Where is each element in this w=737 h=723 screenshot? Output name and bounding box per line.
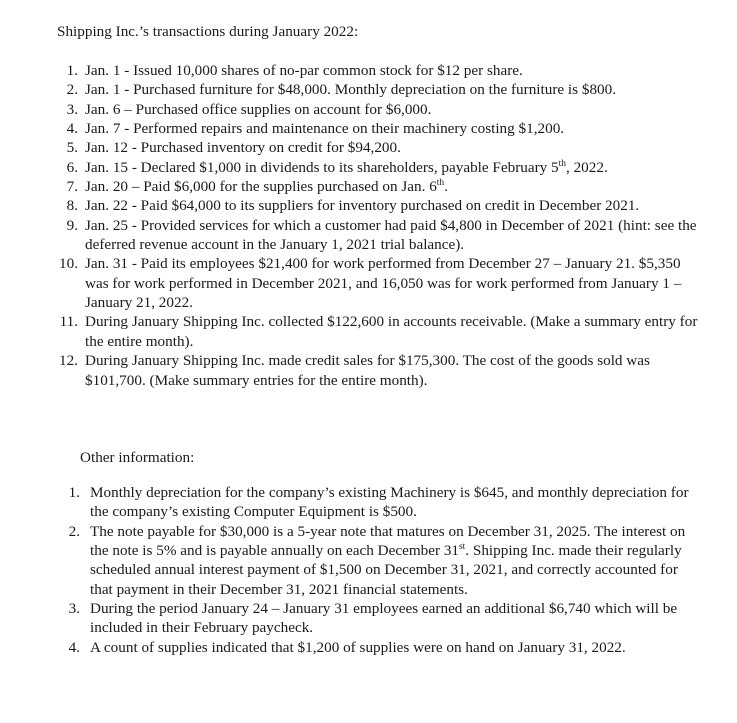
transactions-heading: Shipping Inc.’s transactions during January 2022: bbox=[57, 23, 359, 40]
text-segment: Jan. 22 - Paid $64,000 to its suppliers for inventory purchased on credit in December 2021. bbox=[85, 197, 640, 215]
transaction-item-number: 1. bbox=[66, 62, 78, 79]
text-segment: Jan. 1 - Issued 10,000 shares of no-par common stock for $12 per share. bbox=[85, 62, 523, 79]
text-segment: During January Shipping Inc. made credit sales for $175,300. The cost of the goods sold was $101,700. (Make summary entries for the entire month). bbox=[85, 352, 650, 389]
transaction-item-text bbox=[85, 312, 699, 351]
other-info-item-number: 4. bbox=[68, 638, 80, 656]
transaction-item-text bbox=[85, 61, 699, 80]
text-segment: A count of supplies indicated that $1,200 of supplies were on hand on January 31, 2022. bbox=[90, 638, 626, 656]
text-segment: , 2022. bbox=[565, 158, 608, 176]
transaction-item-number: 2. bbox=[66, 81, 78, 99]
transactions-list bbox=[0, 61, 737, 390]
transaction-item-number: 9. bbox=[66, 216, 78, 234]
transaction-item-text bbox=[85, 254, 699, 312]
list-item bbox=[0, 351, 737, 390]
list-item bbox=[0, 254, 737, 312]
text-segment: Jan. 6 – Purchased office supplies on account for $6,000. bbox=[85, 100, 432, 118]
text-segment: Jan. 25 - Provided services for which a customer had paid $4,800 in December of 2021 (hint: see the deferred revenue account in the January 1, 2021 trial balance). bbox=[85, 216, 697, 254]
list-item bbox=[0, 100, 737, 119]
transaction-item-number: 8. bbox=[66, 197, 78, 215]
list-item bbox=[0, 158, 737, 177]
transaction-item-number: 11. bbox=[59, 313, 78, 331]
text-segment: Jan. 15 - Declared $1,000 in dividends to its shareholders, payable February 5 bbox=[85, 158, 559, 176]
text-segment: Jan. 1 - Purchased furniture for $48,000. Monthly depreciation on the furniture is $800. bbox=[85, 81, 617, 99]
list-item bbox=[0, 312, 737, 351]
text-segment: Jan. 31 - Paid its employees $21,400 for work performed from December 27 – January 21. $5,350 was for work performed in December 2021, and 16,050 was for work performed from January 1 – January 21, 2022. bbox=[85, 255, 682, 312]
other-information-heading: Other information: bbox=[80, 449, 195, 466]
transaction-item-number: 10. bbox=[59, 255, 78, 273]
text-segment: . bbox=[444, 178, 448, 196]
text-segment: Jan. 20 – Paid $6,000 for the supplies purchased on Jan. 6 bbox=[85, 178, 437, 196]
text-segment: The note payable for $30,000 is a 5-year note that matures on December 31, 2025. The interest on the note is 5% and is payable annually on each December 31 bbox=[90, 522, 686, 560]
list-item bbox=[0, 522, 737, 599]
transaction-item-text bbox=[85, 119, 699, 138]
transaction-item-text bbox=[85, 80, 699, 99]
transaction-item-text bbox=[85, 351, 699, 390]
other-info-item-number: 3. bbox=[68, 600, 80, 618]
transaction-item-number: 5. bbox=[66, 139, 78, 157]
other-info-item-number: 2. bbox=[68, 522, 80, 540]
list-item bbox=[0, 483, 737, 522]
list-item bbox=[0, 119, 737, 138]
transaction-item-text bbox=[85, 158, 699, 177]
list-item bbox=[0, 599, 737, 638]
transaction-item-text bbox=[85, 196, 699, 215]
list-item bbox=[0, 638, 737, 657]
text-segment: Jan. 7 - Performed repairs and maintenance on their machinery costing $1,200. bbox=[85, 120, 565, 138]
transaction-item-number: 12. bbox=[59, 352, 78, 370]
other-info-item-text bbox=[90, 483, 697, 522]
other-info-item-text bbox=[90, 638, 697, 657]
list-item bbox=[0, 177, 737, 196]
text-segment: During the period January 24 – January 31 employees earned an additional $6,740 which will be included in their February paycheck. bbox=[90, 600, 678, 637]
ordinal-superscript: th bbox=[558, 158, 566, 169]
text-segment: . Shipping Inc. made their regularly scheduled annual interest payment of $1,500 on December 31, 2021, and correctly accounted for that payment in their December 31, 2021 financial statements. bbox=[90, 542, 682, 598]
list-item bbox=[0, 61, 737, 80]
transaction-item-number: 4. bbox=[66, 120, 78, 138]
list-item bbox=[0, 80, 737, 99]
list-item bbox=[0, 216, 737, 255]
text-segment: Monthly depreciation for the company’s existing Machinery is $645, and monthly depreciation for the company’s existing Computer Equipment is $500. bbox=[90, 484, 689, 521]
transaction-item-text bbox=[85, 100, 699, 119]
other-info-item-number: 1. bbox=[68, 484, 80, 501]
transaction-item-text bbox=[85, 138, 699, 157]
transaction-item-number: 3. bbox=[66, 100, 78, 118]
text-segment: During January Shipping Inc. collected $122,600 in accounts receivable. (Make a summary entry for the entire month). bbox=[85, 313, 698, 350]
transaction-item-number: 7. bbox=[66, 178, 78, 196]
transaction-item-number: 6. bbox=[66, 158, 78, 176]
list-item bbox=[0, 196, 737, 215]
other-information-list bbox=[0, 483, 737, 657]
ordinal-superscript: th bbox=[436, 178, 445, 188]
other-info-item-text bbox=[90, 522, 697, 599]
transaction-item-text bbox=[85, 177, 699, 196]
list-item bbox=[0, 138, 737, 157]
ordinal-superscript: st bbox=[459, 541, 466, 552]
other-info-item-text bbox=[90, 599, 697, 638]
transaction-item-text bbox=[85, 216, 699, 255]
text-segment: Jan. 12 - Purchased inventory on credit for $94,200. bbox=[85, 139, 401, 157]
